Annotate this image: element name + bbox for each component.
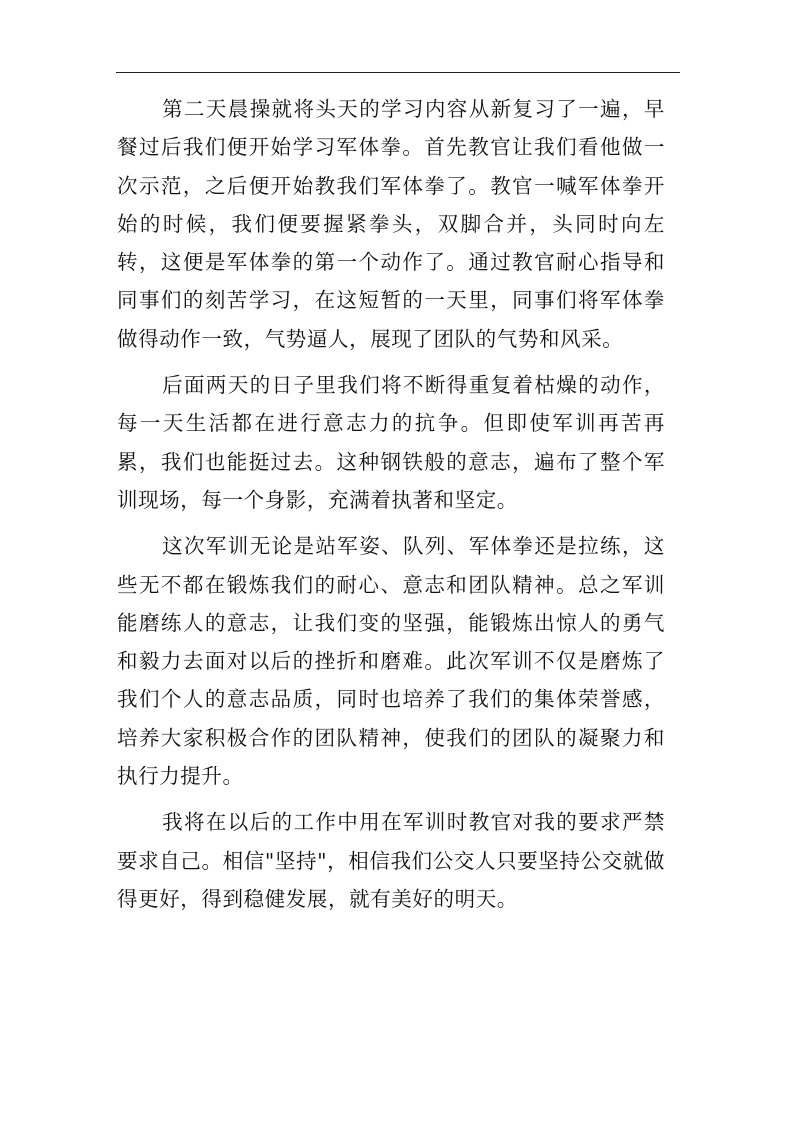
header-rule [116, 72, 680, 73]
body-text [117, 90, 665, 926]
paragraph-4: 我将在以后的工作中用在军训时教官对我的要求严禁要求自己。相信"坚持"，相信我们公交人只要坚持公交就做得更好，得到稳健发展，就有美好的明天。 [117, 810, 665, 911]
paragraph-2: 后面两天的日子里我们将不断得重复着枯燥的动作，每一天生活都在进行意志力的抗争。但即使军训再苦再累，我们也能挺过去。这种钢铁般的意志，遍布了整个军训现场，每一个身影，充满着执著和坚定。 [117, 373, 665, 512]
paragraph-3: 这次军训无论是站军姿、队列、军体拳还是拉练，这些无不都在锻炼我们的耐心、意志和团队精神。总之军训能磨练人的意志，让我们变的坚强，能锻炼出惊人的勇气和毅力去面对以后的挫折和磨难。此次军训不仅是磨炼了我们个人的意志品质，同时也培养了我们的集体荣誉感，培养大家积极合作的团队精神，使我们的团队的凝聚力和执行力提升。 [117, 534, 665, 789]
paragraph-1: 第二天晨操就将头天的学习内容从新复习了一遍，早餐过后我们便开始学习军体拳。首先教官让我们看他做一次示范，之后便开始教我们军体拳了。教官一喊军体拳开始的时候，我们便要握紧拳头，双脚合并，头同时向左转，这便是军体拳的第一个动作了。通过教官耐心指导和同事们的刻苦学习，在这短暂的一天里，同事们将军体拳做得动作一致，气势逼人，展现了团队的气势和风采。 [117, 97, 665, 351]
